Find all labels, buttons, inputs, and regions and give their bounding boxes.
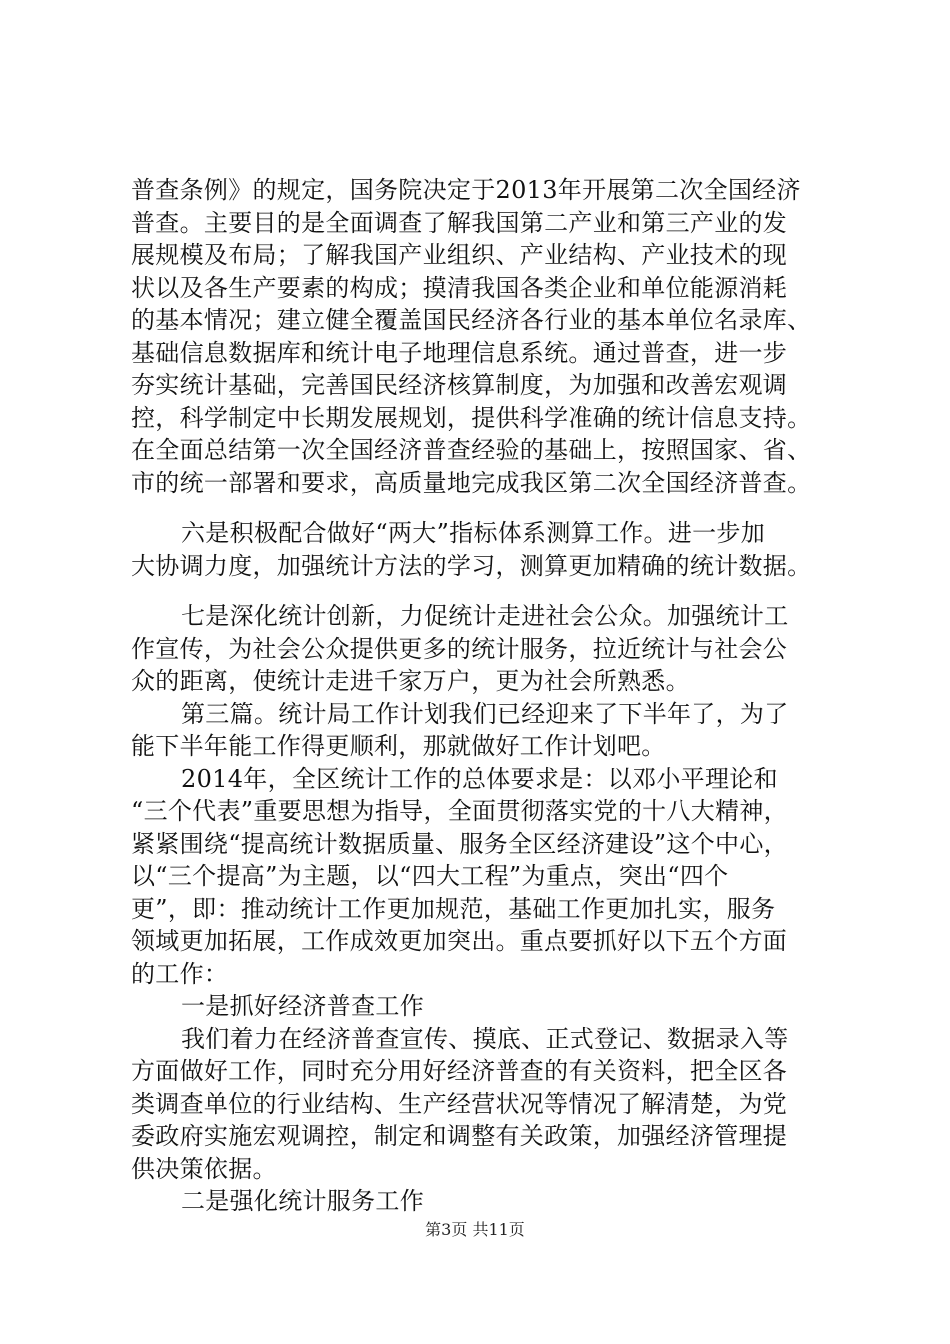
text-line: 领域更加拓展，工作成效更加突出。重点要抓好以下五个方面: [131, 927, 788, 955]
text-line: 更”，即：推动统计工作更加规范，基础工作更加扎实，服务: [131, 894, 776, 923]
text-line: 紧紧围绕“提高统计数据质量、服务全区经济建设”这个中心，: [131, 829, 788, 858]
text-line: 市的统一部署和要求，高质量地完成我区第二次全国经济普查。: [131, 468, 812, 497]
paragraph-gap: [131, 499, 851, 517]
text-line: 大协调力度，加强统计方法的学习，测算更加精确的统计数据。: [131, 551, 812, 580]
text-line: 夯实统计基础，完善国民经济核算制度，为加强和改善宏观调: [131, 371, 788, 399]
text-line: 一是抓好经济普查工作: [181, 992, 424, 1020]
paragraph: [131, 990, 851, 1023]
text-line: 类调查单位的行业结构、生产经营状况等情况了解清楚，为党: [131, 1089, 788, 1118]
text-line: 方面做好工作，同时充分用好经济普查的有关资料，把全区各: [131, 1057, 788, 1085]
page-footer: 第3页 共11页: [425, 1220, 525, 1239]
text-line: 展规模及布局；了解我国产业组织、产业结构、产业技术的现: [131, 241, 788, 269]
text-line: 作宣传，为社会公众提供更多的统计服务，拉近统计与社会公: [131, 634, 788, 663]
text-line: 在全面总结第一次全国经济普查经验的基础上，按照国家、省、: [131, 436, 812, 464]
text-line: 控，科学制定中长期发展规划，提供科学准确的统计信息支持。: [131, 403, 812, 432]
text-line: 的工作：: [131, 959, 229, 988]
text-line: 六是积极配合做好“两大”指标体系测算工作。进一步加: [181, 519, 766, 547]
text-line: 的基本情况；建立健全覆盖国民经济各行业的基本单位名录库、: [131, 306, 812, 334]
text-line: 我们着力在经济普查宣传、摸底、正式登记、数据录入等: [181, 1024, 789, 1053]
text-line: 能下半年能工作得更顺利，那就做好工作计划吧。: [131, 732, 666, 760]
text-line: 七是深化统计创新，力促统计走进社会公众。加强统计工: [181, 602, 789, 630]
paragraph: [131, 1023, 851, 1186]
text-line: 基础信息数据库和统计电子地理信息系统。通过普查，进一步: [131, 338, 788, 367]
paragraph: [131, 763, 851, 991]
paragraph-gap: [131, 582, 851, 600]
text-line: 2014年，全区统计工作的总体要求是：以邓小平理论和: [181, 764, 778, 793]
paragraph: [131, 174, 851, 499]
text-line: 众的距离，使统计走进千家万户，更为社会所熟悉。: [131, 667, 690, 695]
paragraph: [131, 698, 851, 763]
text-line: 供决策依据。: [131, 1154, 277, 1183]
text-line: “三个代表”重要思想为指导，全面贯彻落实党的十八大精神，: [131, 797, 788, 825]
paragraph: [131, 600, 851, 698]
text-line: 委政府实施宏观调控，制定和调整有关政策，加强经济管理提: [131, 1122, 788, 1150]
document-body: [131, 174, 851, 1218]
text-line: 第三篇。统计局工作计划我们已经迎来了下半年了，为了: [181, 699, 789, 728]
text-line: 普查。主要目的是全面调查了解我国第二产业和第三产业的发: [131, 208, 788, 237]
text-line: 普查条例》的规定，国务院决定于2013年开展第二次全国经济: [131, 176, 801, 204]
paragraph: [131, 517, 851, 582]
paragraph: [131, 1185, 851, 1218]
text-line: 状以及各生产要素的构成；摸清我国各类企业和单位能源消耗: [131, 273, 788, 302]
text-line: 以“三个提高”为主题，以“四大工程”为重点，突出“四个: [131, 862, 729, 890]
text-line: 二是强化统计服务工作: [181, 1187, 424, 1215]
